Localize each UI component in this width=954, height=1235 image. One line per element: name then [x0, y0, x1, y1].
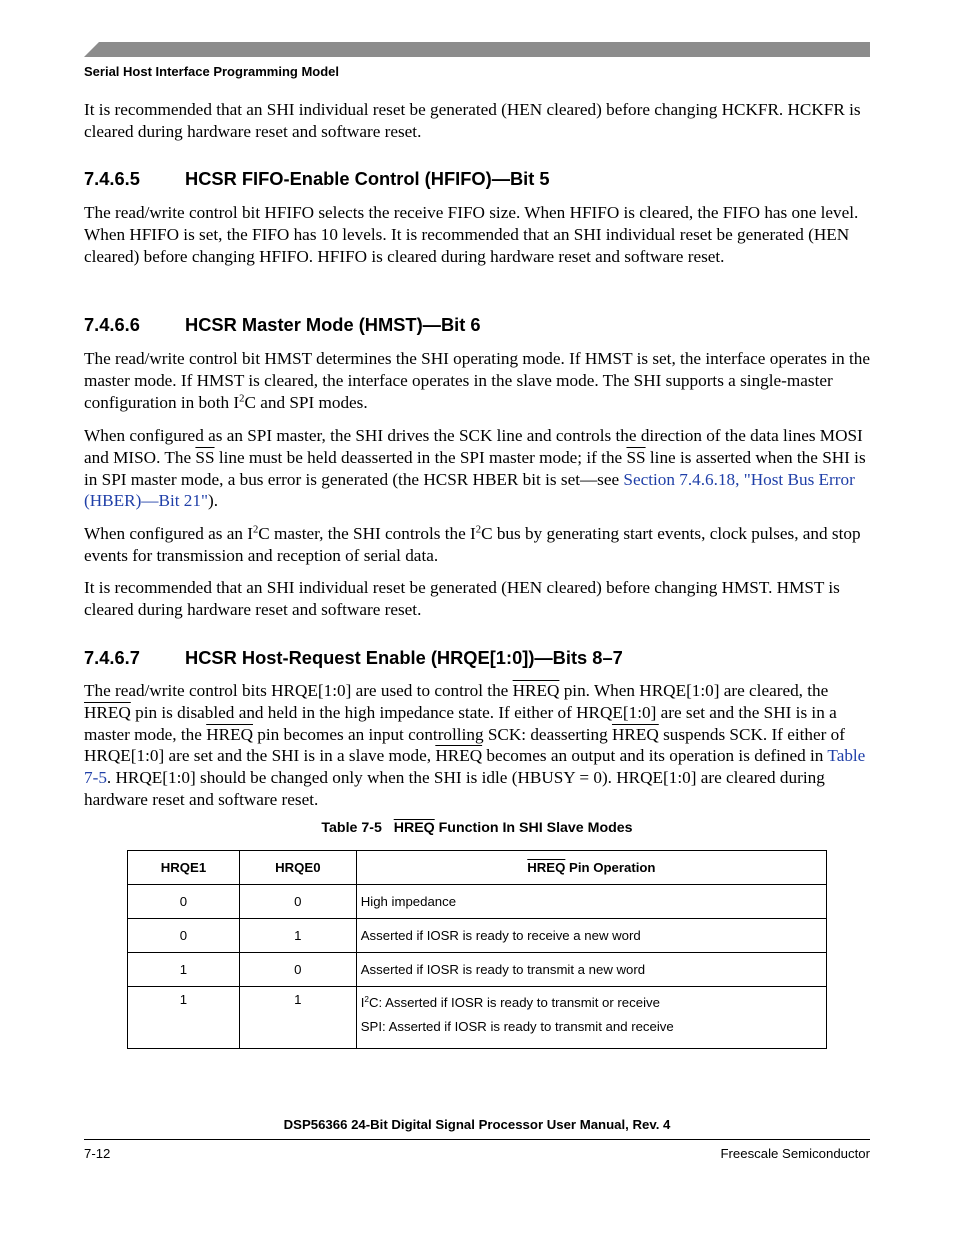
hrqe1-cell: 1 [128, 953, 240, 987]
hreq-signal: HREQ [393, 820, 435, 836]
footer-company: Freescale Semiconductor [720, 1146, 870, 1161]
running-header: Serial Host Interface Programming Model [84, 64, 340, 79]
hreq-signal: HREQ [527, 860, 566, 875]
hrqe0-cell: 0 [239, 953, 356, 987]
column-header-hrqe0: HRQE0 [239, 851, 356, 885]
table-7-5-link[interactable]: Table 7-5 [84, 746, 866, 788]
hreq-signal: HREQ [206, 724, 253, 744]
section-number: 7.4.6.5 [84, 168, 140, 189]
operation-cell: High impedance [356, 885, 826, 919]
hmst-paragraph-3: When configured as an $I^2C$ master, the SHI controls the $I^2C$ bus by generating start events, clock pulses, and stop events for transmission and reception of serial data. [84, 524, 861, 565]
hreq-function-table [127, 850, 827, 1049]
hreq-signal: HREQ [84, 702, 131, 722]
hrqe1-cell: 0 [128, 885, 240, 919]
hmst-paragraph-2: When configured as an SPI master, the SHI drives the SCK line and controls the direction of the data lines MOSI and MISO. The $\overline{SS}$ line must be held deasserted in the SPI master mode; if the $\overline{SS}$ line is asserted when the SHI is in SPI master mode, a bus error is generated (the HCSR HBER bit is set—see Section 7.4.6.18, "Host Bus Error (HBER)—Bit 21"). [84, 426, 866, 511]
hrqe0-cell: 1 [239, 987, 356, 1049]
hreq-signal: HREQ [512, 681, 560, 700]
hrqe0-cell: 1 [239, 919, 356, 953]
table-caption: Table 7-5 HREQ Function In SHI Slave Modes [321, 820, 633, 836]
section-heading-7466 [84, 314, 481, 336]
operation-i2c-line: $I^2C$: Asserted if IOSR is ready to transmit or receive [360, 994, 660, 1010]
hreq-signal: HREQ [611, 724, 659, 744]
ss-signal: $\overline{SS}$ [626, 447, 646, 467]
column-header-pin-operation: HREQ Pin Operation [356, 851, 826, 885]
operation-cell [356, 987, 826, 1049]
section-title: HCSR Master Mode (HMST)—Bit 6 [185, 314, 481, 335]
footer-rule [84, 1139, 870, 1140]
section-heading-7467 [84, 647, 623, 669]
section-number: 7.4.6.6 [84, 314, 140, 335]
table-header-row [128, 851, 827, 885]
table-row [128, 919, 827, 953]
header-bar [84, 42, 870, 57]
table-row [128, 987, 827, 1049]
footer-page-number: 7-12 [84, 1146, 111, 1161]
hreq-signal: HREQ [435, 746, 483, 766]
section-title: HCSR FIFO-Enable Control (HFIFO)—Bit 5 [185, 168, 550, 189]
hber-section-link[interactable]: Section 7.4.6.18, "Host Bus Error (HBER)—Bit 21" [84, 469, 855, 511]
operation-spi-line: SPI: Asserted if IOSR is ready to transmit and receive [360, 1019, 674, 1034]
hrqe-paragraph: The read/write control bits HRQE[1:0] are used to control the HREQ pin. When HRQE[1:0] are cleared, the HREQ pin is disabled and held in the high impedance state. If either of HRQE[1:0] are set and the SHI is in a master mode, the HREQ pin becomes an input controlling SCK: deasserting HREQ suspends SCK. If either of HRQE[1:0] are set and the SHI is in a slave mode, HREQ becomes an output and its operation is defined in Table 7-5. HRQE[1:0] should be changed only when the SHI is idle (HBUSY = 0). HRQE[1:0] are cleared during hardware reset and software reset. [84, 681, 866, 809]
operation-cell: Asserted if IOSR is ready to receive a new word [356, 919, 826, 953]
hrqe1-cell: 1 [128, 987, 240, 1049]
hrqe1-cell: 0 [128, 919, 240, 953]
hfifo-paragraph: The read/write control bit HFIFO selects the receive FIFO size. When HFIFO is cleared, the FIFO has one level. When HFIFO is set, the FIFO has 10 levels. It is recommended that an SHI individual reset be generated (HEN cleared) before changing HFIFO. HFIFO is cleared during hardware reset and software reset. [84, 203, 859, 266]
hrqe0-cell: 0 [239, 885, 356, 919]
section-title: HCSR Host-Request Enable (HRQE[1:0])—Bits 8–7 [185, 647, 623, 668]
operation-cell: Asserted if IOSR is ready to transmit a new word [356, 953, 826, 987]
table-row [128, 885, 827, 919]
intro-paragraph: It is recommended that an SHI individual reset be generated (HEN cleared) before changing HCKFR. HCKFR is cleared during hardware reset and software reset. [84, 100, 861, 141]
section-heading-7465 [84, 168, 550, 190]
hmst-paragraph-1: The read/write control bit HMST determines the SHI operating mode. If HMST is set, the interface operates in the master mode. If HMST is cleared, the interface operates in the slave mode. The SHI supports a single-master configuration in both $I^2C$ and SPI modes. [84, 349, 870, 412]
table-row [128, 953, 827, 987]
ss-signal: $\overline{SS}$ [195, 447, 215, 467]
section-number: 7.4.6.7 [84, 647, 140, 668]
footer-document-title: DSP56366 24-Bit Digital Signal Processor User Manual, Rev. 4 [283, 1117, 671, 1132]
column-header-hrqe1: HRQE1 [128, 851, 240, 885]
hmst-paragraph-4: It is recommended that an SHI individual reset be generated (HEN cleared) before changing HMST. HMST is cleared during hardware reset and software reset. [84, 578, 840, 619]
